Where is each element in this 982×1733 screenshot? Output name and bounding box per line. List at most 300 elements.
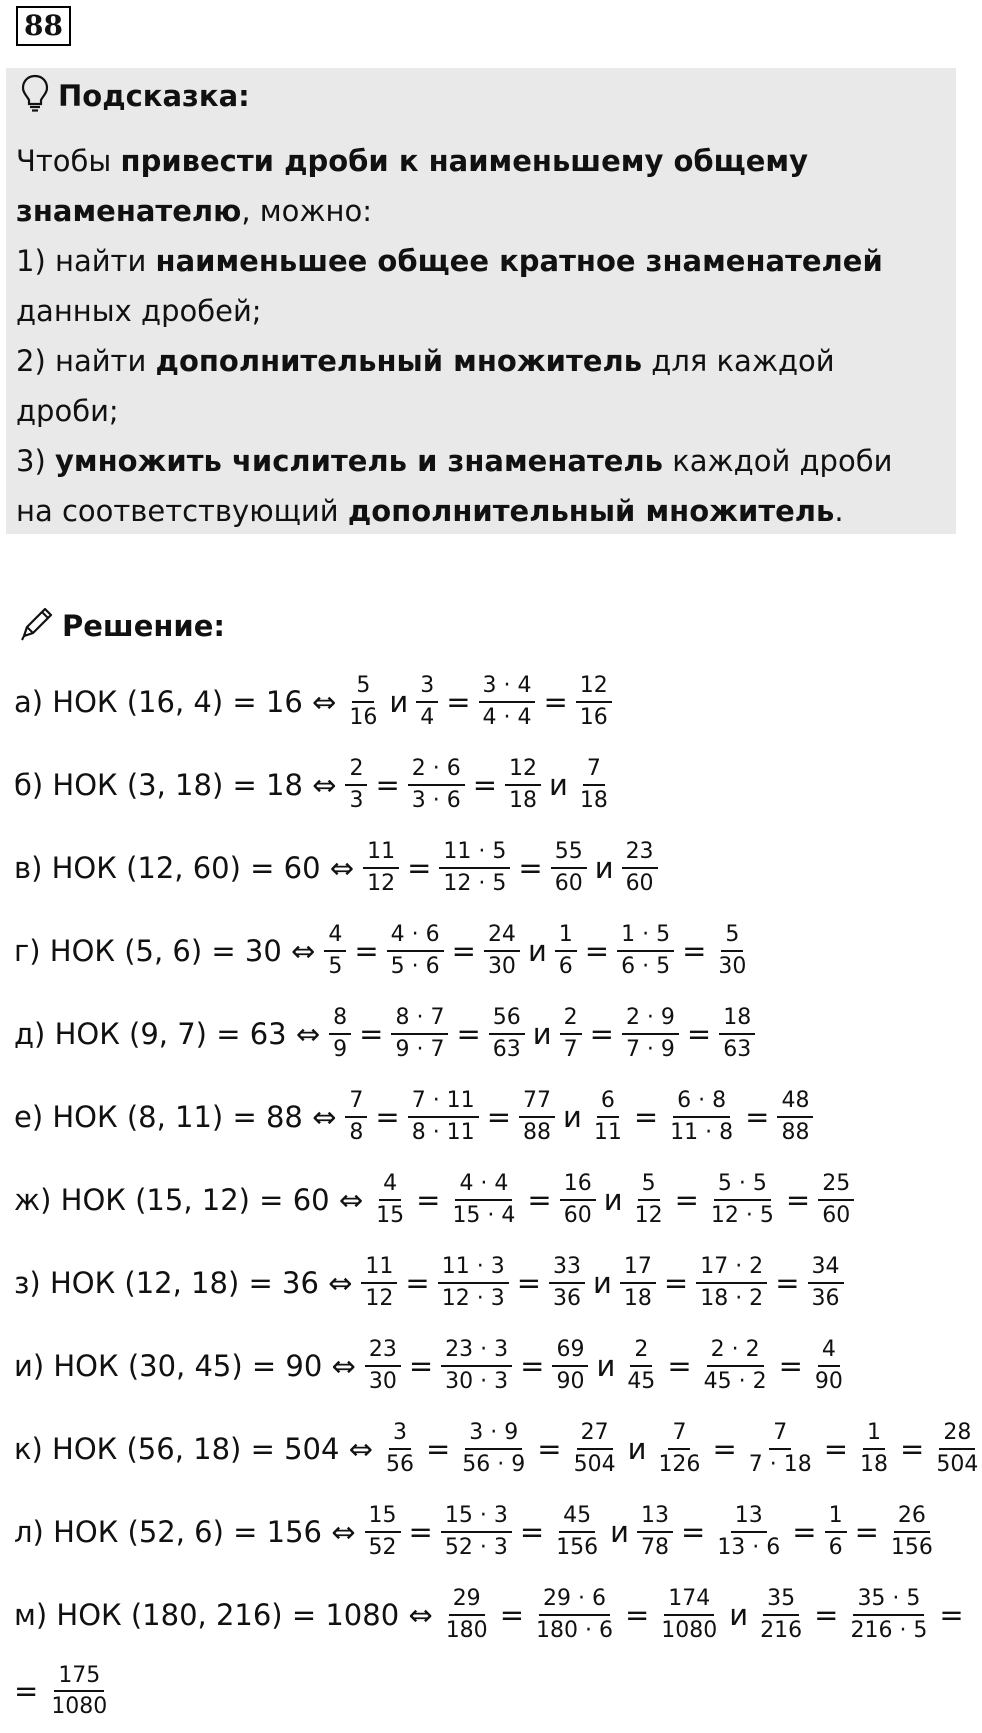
conjunction: и <box>563 1099 582 1134</box>
numerator: 3 <box>389 1420 411 1449</box>
operator: = <box>584 933 610 968</box>
operator: = <box>939 1597 964 1632</box>
fraction <box>441 1503 512 1560</box>
numerator: 69 <box>552 1337 588 1366</box>
numerator: 6 <box>597 1088 619 1117</box>
fraction <box>387 922 444 979</box>
denominator: 60 <box>822 1202 851 1228</box>
fraction <box>363 839 399 896</box>
numerator: 56 <box>489 1005 525 1034</box>
numerator: 175 <box>54 1663 104 1692</box>
operator: = <box>900 1431 925 1466</box>
fraction <box>590 1088 626 1145</box>
denominator: 18 <box>623 1285 652 1311</box>
fraction <box>505 756 541 813</box>
numerator: 28 <box>939 1420 975 1449</box>
operator: = <box>681 1514 706 1549</box>
numerator: 5 <box>638 1171 660 1200</box>
fraction <box>549 1254 585 1311</box>
fraction <box>777 1088 813 1145</box>
denominator: 60 <box>554 870 583 896</box>
numerator: 3 · 9 <box>465 1420 522 1449</box>
fraction <box>560 1005 582 1062</box>
operator: = <box>408 1348 434 1383</box>
denominator: 36 <box>811 1285 840 1311</box>
fraction <box>382 1420 418 1477</box>
conjunction: и <box>527 933 547 968</box>
operator: = <box>674 1182 699 1217</box>
hint-bold-text: умножить числитель и знаменатель <box>54 444 664 478</box>
fraction <box>808 1254 844 1311</box>
fraction <box>408 1088 479 1145</box>
hint-paragraph <box>16 236 936 336</box>
numerator: 18 <box>719 1005 755 1034</box>
denominator: 30 · 3 <box>445 1368 509 1394</box>
operator: = <box>446 684 471 719</box>
operator: = <box>814 1597 839 1632</box>
solution-row <box>14 1075 954 1158</box>
denominator: 156 <box>556 1534 599 1560</box>
numerator: 13 <box>637 1503 673 1532</box>
numerator: 15 <box>365 1503 401 1532</box>
conjunction: и <box>594 850 614 885</box>
operator: = <box>407 850 432 885</box>
fraction <box>345 673 381 730</box>
fraction <box>458 1420 529 1477</box>
numerator: 11 <box>361 1254 397 1283</box>
fraction <box>825 1503 847 1560</box>
fraction <box>617 922 674 979</box>
denominator: 90 <box>556 1368 585 1394</box>
solution-row <box>14 909 954 992</box>
hint-bold-text: привести дроби к наименьшему общему знаменателю <box>16 144 808 228</box>
denominator: 12 · 5 <box>443 870 507 896</box>
numerator: 2 · 2 <box>707 1337 764 1366</box>
denominator: 52 <box>368 1534 397 1560</box>
conjunction: и <box>729 1597 749 1632</box>
denominator: 3 · 6 <box>411 787 461 813</box>
denominator: 56 · 9 <box>462 1451 526 1477</box>
denominator: 4 · 4 <box>482 704 532 730</box>
denominator: 15 <box>376 1202 405 1228</box>
fraction <box>329 1005 351 1062</box>
fraction <box>442 1586 492 1643</box>
numerator: 4 · 4 <box>455 1171 512 1200</box>
hint-text: , можно: <box>241 194 373 228</box>
fraction <box>560 1171 596 1228</box>
hint-text: . <box>834 494 844 528</box>
denominator: 12 <box>367 870 396 896</box>
operator: = <box>792 1514 817 1549</box>
denominator: 45 <box>627 1368 656 1394</box>
solution-row <box>14 1656 954 1726</box>
numerator: 29 · 6 <box>539 1586 610 1615</box>
denominator: 90 <box>814 1368 843 1394</box>
fraction <box>47 1663 111 1720</box>
conjunction: и <box>593 1265 612 1300</box>
fraction <box>856 1420 892 1477</box>
numerator: 1 <box>863 1420 885 1449</box>
solution-row <box>14 1573 964 1656</box>
numerator: 23 <box>622 839 658 868</box>
denominator: 78 <box>641 1534 669 1560</box>
numerator: 1 · 5 <box>617 922 674 951</box>
operator: = <box>375 767 400 802</box>
denominator: 6 <box>558 953 573 979</box>
row-label: е) НОК (8, 11) = 88 ⇔ <box>14 1099 337 1134</box>
hint-header <box>20 76 250 116</box>
numerator: 4 <box>818 1337 840 1366</box>
operator: = <box>516 1265 542 1300</box>
hint-paragraph <box>16 136 936 236</box>
conjunction: и <box>389 684 409 719</box>
fraction <box>622 1005 679 1062</box>
row-label: в) НОК (12, 60) = 60 ⇔ <box>14 850 355 885</box>
operator: = <box>682 933 707 968</box>
fraction <box>448 1171 519 1228</box>
numerator: 7 <box>345 1088 367 1117</box>
denominator: 1080 <box>661 1617 718 1643</box>
solution-header <box>18 604 225 648</box>
operator: = <box>375 1099 400 1134</box>
fraction <box>620 1254 656 1311</box>
numerator: 13 <box>731 1503 767 1532</box>
fraction <box>489 1005 525 1062</box>
numerator: 2 <box>560 1005 582 1034</box>
fraction <box>666 1088 737 1145</box>
numerator: 2 <box>345 756 367 785</box>
row-label: з) НОК (12, 18) = 36 ⇔ <box>14 1265 353 1300</box>
hint-bold-text: дополнительный множитель <box>347 494 835 528</box>
denominator: 3 <box>349 787 364 813</box>
hint-bold-text: наименьшее общее кратное знаменателей <box>155 244 883 278</box>
operator: = <box>589 1016 614 1051</box>
numerator: 11 <box>363 839 399 868</box>
denominator: 16 <box>349 704 378 730</box>
numerator: 48 <box>777 1088 813 1117</box>
denominator: 7 · 18 <box>748 1451 812 1477</box>
hint-text: для каждой дроби; <box>16 344 835 428</box>
denominator: 504 <box>573 1451 616 1477</box>
denominator: 216 <box>760 1617 803 1643</box>
numerator: 27 <box>577 1420 613 1449</box>
denominator: 156 <box>890 1534 933 1560</box>
fraction <box>345 756 367 813</box>
fraction <box>555 922 577 979</box>
numerator: 3 · 4 <box>479 673 536 702</box>
fraction <box>391 1005 448 1062</box>
denominator: 126 <box>658 1451 701 1477</box>
denominator: 12 <box>365 1285 394 1311</box>
lightbulb-icon <box>20 74 50 119</box>
numerator: 29 <box>449 1586 485 1615</box>
solution-row <box>14 743 954 826</box>
fraction <box>361 1254 397 1311</box>
fraction <box>631 1171 667 1228</box>
fraction <box>441 1337 512 1394</box>
denominator: 4 <box>420 704 435 730</box>
operator: = <box>633 1099 659 1134</box>
numerator: 7 <box>583 756 605 785</box>
conjunction: и <box>532 1016 552 1051</box>
fraction <box>532 1586 617 1643</box>
fraction <box>707 1171 778 1228</box>
numerator: 11 · 3 <box>438 1254 509 1283</box>
numerator: 2 <box>630 1337 652 1366</box>
hint-box <box>6 68 956 534</box>
numerator: 8 <box>329 1005 351 1034</box>
denominator: 88 <box>523 1119 551 1145</box>
operator: = <box>543 684 568 719</box>
numerator: 15 · 3 <box>441 1503 512 1532</box>
numerator: 33 <box>549 1254 585 1283</box>
operator: = <box>785 1182 811 1217</box>
solution-row <box>14 1490 954 1573</box>
operator: = <box>527 1182 552 1217</box>
denominator: 11 <box>593 1119 622 1145</box>
denominator: 9 · 7 <box>395 1036 445 1062</box>
denominator: 30 <box>487 953 516 979</box>
numerator: 5 · 5 <box>714 1171 771 1200</box>
denominator: 56 <box>385 1451 414 1477</box>
numerator: 5 <box>721 922 743 951</box>
denominator: 60 <box>625 870 654 896</box>
denominator: 12 · 5 <box>710 1202 774 1228</box>
numerator: 4 · 6 <box>387 922 444 951</box>
denominator: 12 · 3 <box>441 1285 505 1311</box>
denominator: 18 · 2 <box>700 1285 764 1311</box>
fraction <box>719 1005 755 1062</box>
conjunction: и <box>610 1514 629 1549</box>
row-label: б) НОК (3, 18) = 18 ⇔ <box>14 767 337 802</box>
hint-text: Чтобы <box>16 144 121 178</box>
denominator: 15 · 4 <box>452 1202 516 1228</box>
fraction <box>932 1420 982 1477</box>
pencil-icon <box>18 604 56 649</box>
operator: = <box>519 1514 545 1549</box>
denominator: 63 <box>723 1036 752 1062</box>
numerator: 8 · 7 <box>391 1005 448 1034</box>
numerator: 7 <box>668 1420 690 1449</box>
solution-body <box>14 660 979 1726</box>
operator: = <box>520 1348 545 1383</box>
denominator: 18 <box>860 1451 889 1477</box>
conjunction: и <box>596 1348 616 1383</box>
denominator: 5 <box>328 953 343 979</box>
hint-text: каждой дроби на соответствующий <box>16 444 893 528</box>
row-label: м) НОК (180, 216) = 1080 ⇔ <box>14 1597 433 1632</box>
fraction <box>552 1337 588 1394</box>
denominator: 7 <box>563 1036 578 1062</box>
numerator: 17 · 2 <box>696 1254 767 1283</box>
fraction <box>696 1254 767 1311</box>
operator: = <box>854 1514 879 1549</box>
fraction <box>846 1586 931 1643</box>
hint-text: 3) <box>16 444 55 478</box>
operator: = <box>499 1597 524 1632</box>
hint-paragraph <box>16 436 936 536</box>
fraction <box>438 1254 509 1311</box>
numerator: 16 <box>560 1171 596 1200</box>
row-label: к) НОК (56, 18) = 504 ⇔ <box>14 1431 373 1466</box>
hint-text: 1) найти <box>16 244 156 278</box>
operator: = <box>778 1348 803 1383</box>
denominator: 60 <box>563 1202 592 1228</box>
denominator: 36 <box>553 1285 582 1311</box>
denominator: 18 <box>509 787 538 813</box>
row-label: и) НОК (30, 45) = 90 ⇔ <box>14 1348 356 1383</box>
row-label: = <box>14 1674 39 1708</box>
fraction <box>887 1503 937 1560</box>
task-number: 88 <box>16 6 71 46</box>
solution-row <box>14 992 954 1075</box>
operator: = <box>745 1099 770 1134</box>
denominator: 180 <box>445 1617 488 1643</box>
fraction <box>345 1088 367 1145</box>
operator: = <box>667 1348 692 1383</box>
operator: = <box>405 1265 430 1300</box>
numerator: 1 <box>825 1503 847 1532</box>
numerator: 174 <box>664 1586 714 1615</box>
operator: = <box>518 850 543 885</box>
denominator: 5 · 6 <box>390 953 440 979</box>
numerator: 7 <box>769 1420 791 1449</box>
hint-bold-text: дополнительный множитель <box>155 344 643 378</box>
operator: = <box>359 1016 384 1051</box>
fraction <box>756 1586 806 1643</box>
row-label: л) НОК (52, 6) = 156 ⇔ <box>14 1514 356 1549</box>
numerator: 12 <box>576 673 612 702</box>
numerator: 35 <box>763 1586 799 1615</box>
fraction <box>745 1420 816 1477</box>
denominator: 18 <box>579 787 608 813</box>
denominator: 504 <box>936 1451 979 1477</box>
solution-row <box>14 1324 954 1407</box>
denominator: 11 · 8 <box>670 1119 734 1145</box>
denominator: 6 · 5 <box>621 953 671 979</box>
solution-row <box>14 826 954 909</box>
denominator: 216 · 5 <box>850 1617 928 1643</box>
denominator: 30 <box>718 953 747 979</box>
fraction <box>551 839 587 896</box>
fraction <box>637 1503 673 1560</box>
denominator: 30 <box>368 1368 397 1394</box>
numerator: 3 <box>416 673 438 702</box>
numerator: 77 <box>519 1088 555 1117</box>
fraction <box>622 839 658 896</box>
denominator: 45 · 2 <box>703 1368 767 1394</box>
fraction <box>324 922 346 979</box>
operator: = <box>354 933 379 968</box>
solution-row <box>14 660 954 743</box>
fraction <box>479 673 536 730</box>
fraction <box>576 756 612 813</box>
denominator: 9 <box>333 1036 348 1062</box>
numerator: 4 <box>379 1171 401 1200</box>
numerator: 25 <box>818 1171 854 1200</box>
operator: = <box>712 1431 737 1466</box>
numerator: 1 <box>555 922 577 951</box>
denominator: 52 · 3 <box>444 1534 508 1560</box>
solution-row <box>14 1241 954 1324</box>
row-label: г) НОК (5, 6) = 30 ⇔ <box>14 933 316 968</box>
fraction <box>416 673 438 730</box>
fraction <box>714 922 750 979</box>
numerator: 55 <box>551 839 587 868</box>
numerator: 12 <box>505 756 541 785</box>
numerator: 2 · 9 <box>622 1005 679 1034</box>
solution-row <box>14 1407 979 1490</box>
operator: = <box>408 1514 433 1549</box>
operator: = <box>823 1431 849 1466</box>
denominator: 63 <box>492 1036 521 1062</box>
operator: = <box>775 1265 800 1300</box>
operator: = <box>624 1597 650 1632</box>
hint-paragraph <box>16 336 936 436</box>
denominator: 12 <box>634 1202 663 1228</box>
fraction <box>657 1586 721 1643</box>
fraction <box>623 1337 659 1394</box>
solution-title: Решение: <box>62 609 226 643</box>
operator: = <box>456 1016 481 1051</box>
fraction <box>654 1420 704 1477</box>
fraction <box>570 1420 620 1477</box>
hint-body <box>16 136 936 536</box>
operator: = <box>686 1016 712 1051</box>
denominator: 8 <box>349 1119 364 1145</box>
hint-text: 2) найти <box>16 344 156 378</box>
solution-row <box>14 1158 954 1241</box>
numerator: 23 <box>365 1337 401 1366</box>
numerator: 11 · 5 <box>439 839 510 868</box>
operator: = <box>416 1182 441 1217</box>
operator: = <box>486 1099 511 1134</box>
denominator: 180 · 6 <box>536 1617 613 1643</box>
denominator: 7 · 9 <box>625 1036 675 1062</box>
fraction <box>818 1171 854 1228</box>
conjunction: и <box>549 767 568 802</box>
numerator: 45 <box>559 1503 595 1532</box>
numerator: 23 · 3 <box>441 1337 512 1366</box>
denominator: 16 <box>579 704 608 730</box>
denominator: 6 <box>828 1534 843 1560</box>
fraction <box>811 1337 847 1394</box>
operator: = <box>663 1265 689 1300</box>
operator: = <box>451 933 476 968</box>
conjunction: и <box>603 1182 623 1217</box>
numerator: 6 · 8 <box>673 1088 730 1117</box>
denominator: 13 · 6 <box>717 1534 781 1560</box>
fraction <box>552 1503 602 1560</box>
denominator: 8 · 11 <box>411 1119 475 1145</box>
fraction <box>519 1088 555 1145</box>
fraction <box>484 922 520 979</box>
fraction <box>372 1171 408 1228</box>
operator: = <box>537 1431 562 1466</box>
denominator: 88 <box>781 1119 810 1145</box>
numerator: 2 · 6 <box>408 756 465 785</box>
numerator: 4 <box>324 922 346 951</box>
numerator: 26 <box>894 1503 930 1532</box>
fraction <box>713 1503 784 1560</box>
numerator: 24 <box>484 922 520 951</box>
numerator: 7 · 11 <box>408 1088 479 1117</box>
numerator: 34 <box>808 1254 844 1283</box>
hint-text: данных дробей; <box>16 294 262 328</box>
numerator: 17 <box>620 1254 656 1283</box>
operator: = <box>425 1431 451 1466</box>
row-label: а) НОК (16, 4) = 16 ⇔ <box>14 684 337 719</box>
